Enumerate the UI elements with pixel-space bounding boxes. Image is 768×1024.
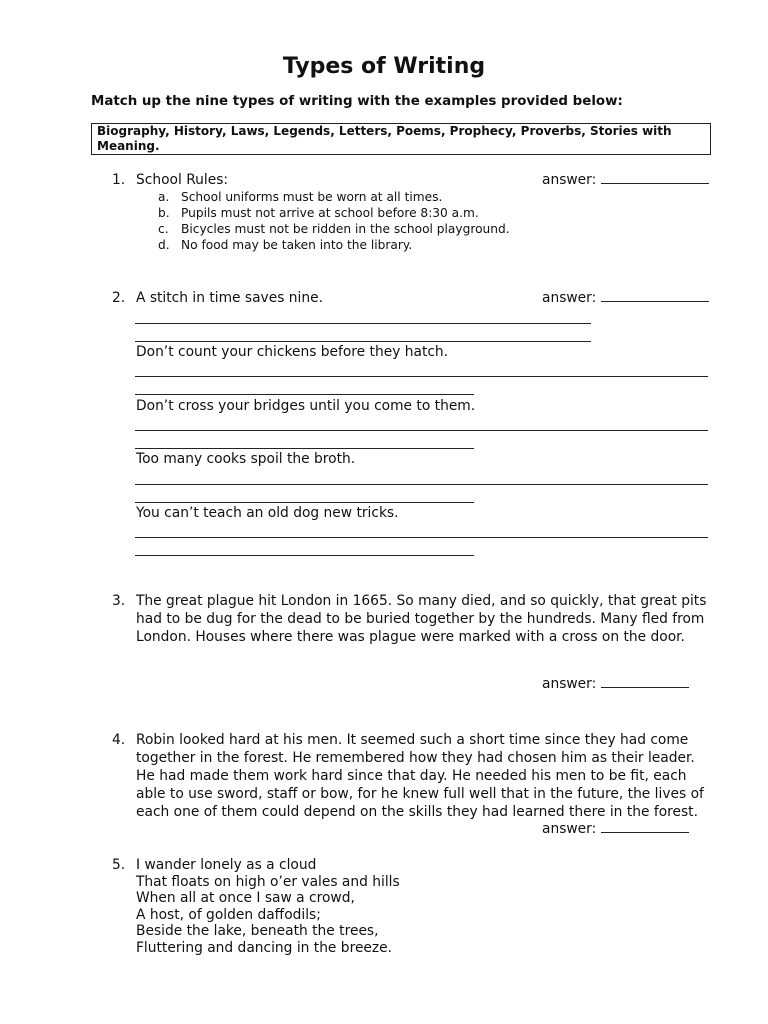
question-5-number: 5. [112, 857, 126, 873]
answer-2-blank[interactable] [601, 290, 709, 302]
writing-line[interactable] [135, 537, 708, 538]
writing-line[interactable] [135, 484, 708, 485]
answer-4-blank[interactable] [601, 821, 689, 833]
answer-label: answer: [542, 172, 597, 188]
answer-label: answer: [542, 821, 597, 837]
answer-3-blank[interactable] [601, 676, 689, 688]
page-title: Types of Writing [282, 54, 486, 79]
writing-line[interactable] [135, 376, 708, 377]
proverb: Too many cooks spoil the broth. [136, 451, 356, 467]
instructions: Match up the nine types of writing with the examples provided below: [91, 94, 623, 109]
writing-line[interactable] [135, 430, 708, 431]
question-3-text: The great plague hit London in 1665. So many died, and so quickly, that great pits had to be dug for the dead to be buried together by the hundreds. Many fled from London. Houses where there was plague were marked with a cross on the door. [136, 593, 707, 645]
writing-line[interactable] [135, 448, 474, 449]
rule-text: Pupils must not arrive at school before 8:30 a.m. [181, 206, 479, 220]
word-bank-box: Biography, History, Laws, Legends, Letters, Poems, Prophecy, Proverbs, Stories with Meaning. [91, 123, 711, 155]
poem-line: Beside the lake, beneath the trees, [136, 923, 379, 939]
rule-letter: c. [158, 222, 169, 236]
answer-3[interactable] [542, 676, 689, 692]
writing-line[interactable] [135, 323, 591, 324]
poem-line: Fluttering and dancing in the breeze. [136, 940, 393, 956]
writing-line[interactable] [135, 502, 474, 503]
writing-line[interactable] [135, 394, 474, 395]
rule-letter: b. [158, 206, 170, 220]
writing-line[interactable] [135, 341, 591, 342]
rule-text: School uniforms must be worn at all times. [181, 190, 443, 204]
question-1-heading: School Rules: [136, 172, 229, 188]
rule-letter: a. [158, 190, 170, 204]
poem-line: That floats on high o’er vales and hills [136, 874, 400, 890]
rule-text: No food may be taken into the library. [181, 238, 413, 252]
question-3-number: 3. [112, 593, 126, 609]
poem-line: I wander lonely as a cloud [136, 857, 317, 873]
poem-line: A host, of golden daffodils; [136, 907, 321, 923]
rule-letter: d. [158, 238, 170, 252]
writing-line[interactable] [135, 555, 474, 556]
answer-1-blank[interactable] [601, 172, 709, 184]
answer-label: answer: [542, 290, 597, 306]
proverb: Don’t count your chickens before they hatch. [136, 344, 449, 360]
answer-2[interactable] [542, 290, 709, 306]
answer-4[interactable] [542, 821, 689, 837]
rule-text: Bicycles must not be ridden in the school playground. [181, 222, 510, 236]
question-4-number: 4. [112, 732, 126, 748]
answer-label: answer: [542, 676, 597, 692]
proverb: You can’t teach an old dog new tricks. [136, 505, 399, 521]
question-1-number: 1. [112, 172, 126, 188]
proverb: Don’t cross your bridges until you come to them. [136, 398, 476, 414]
question-4-text: Robin looked hard at his men. It seemed such a short time since they had come together in the forest. He remembered how they had chosen him as their leader. He had made them work hard since that day. He needed his men to be fit, each able to use sword, staff or bow, for he knew full well that in the future, the lives of each one of them could depend on the skills they had learned there in the forest. [136, 732, 704, 820]
proverb: A stitch in time saves nine. [136, 290, 323, 306]
question-2-number: 2. [112, 290, 126, 306]
answer-1[interactable] [542, 172, 709, 188]
poem-line: When all at once I saw a crowd, [136, 890, 355, 906]
